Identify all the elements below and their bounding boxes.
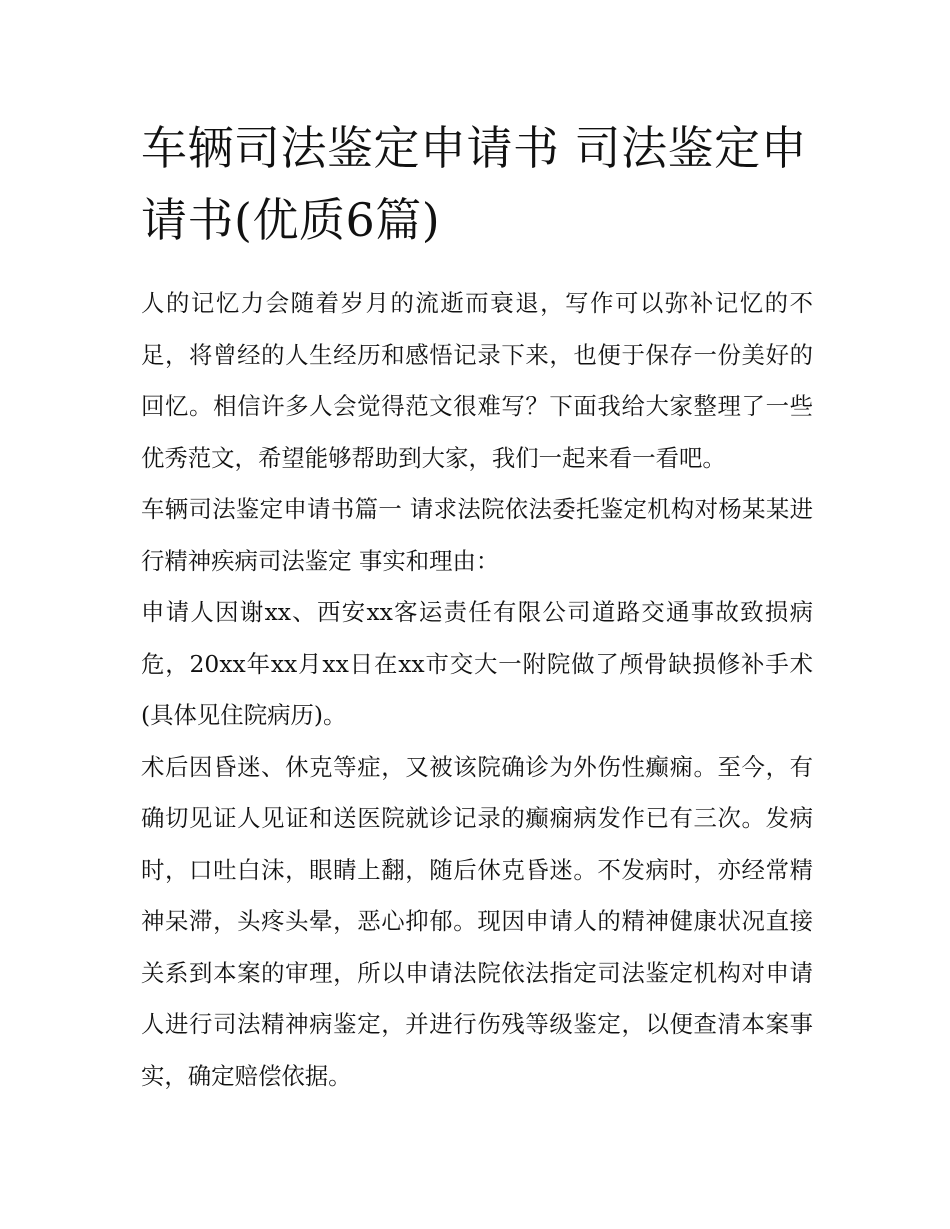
document-title: 车辆司法鉴定申请书 司法鉴定申请书(优质6篇) — [141, 121, 808, 247]
document-body — [141, 278, 813, 1102]
paragraph-facts: 申请人因谢xx、西安xx客运责任有限公司道路交通事故致损病危，20xx年xx月xx日在xx市交大一附院做了颅骨缺损修补手术(具体见住院病历)。 — [141, 598, 813, 729]
document-page — [141, 112, 813, 1102]
paragraph-intro: 人的记忆力会随着岁月的流逝而衰退，写作可以弥补记忆的不足，将曾经的人生经历和感悟记录下来，也便于保存一份美好的回忆。相信许多人会觉得范文很难写？下面我给大家整理了一些优秀范文，希望能够帮助到大家，我们一起来看一看吧。 — [141, 289, 813, 472]
paragraph-reasons: 术后因昏迷、休克等症，又被该院确诊为外伤性癫痫。至今，有确切见证人见证和送医院就诊记录的癫痫病发作已有三次。发病时，口吐白沫，眼睛上翻，随后休克昏迷。不发病时，亦经常精神呆滞，头疼头晕，恶心抑郁。现因申请人的精神健康状况直接关系到本案的审理，所以申请法院依法指定司法鉴定机构对申请人进行司法精神病鉴定，并进行伤残等级鉴定，以便查清本案事实，确定赔偿依据。 — [141, 752, 813, 1090]
paragraph-request: 车辆司法鉴定申请书篇一 请求法院依法委托鉴定机构对杨某某进行精神疾病司法鉴定 事实和理由： — [141, 495, 813, 575]
